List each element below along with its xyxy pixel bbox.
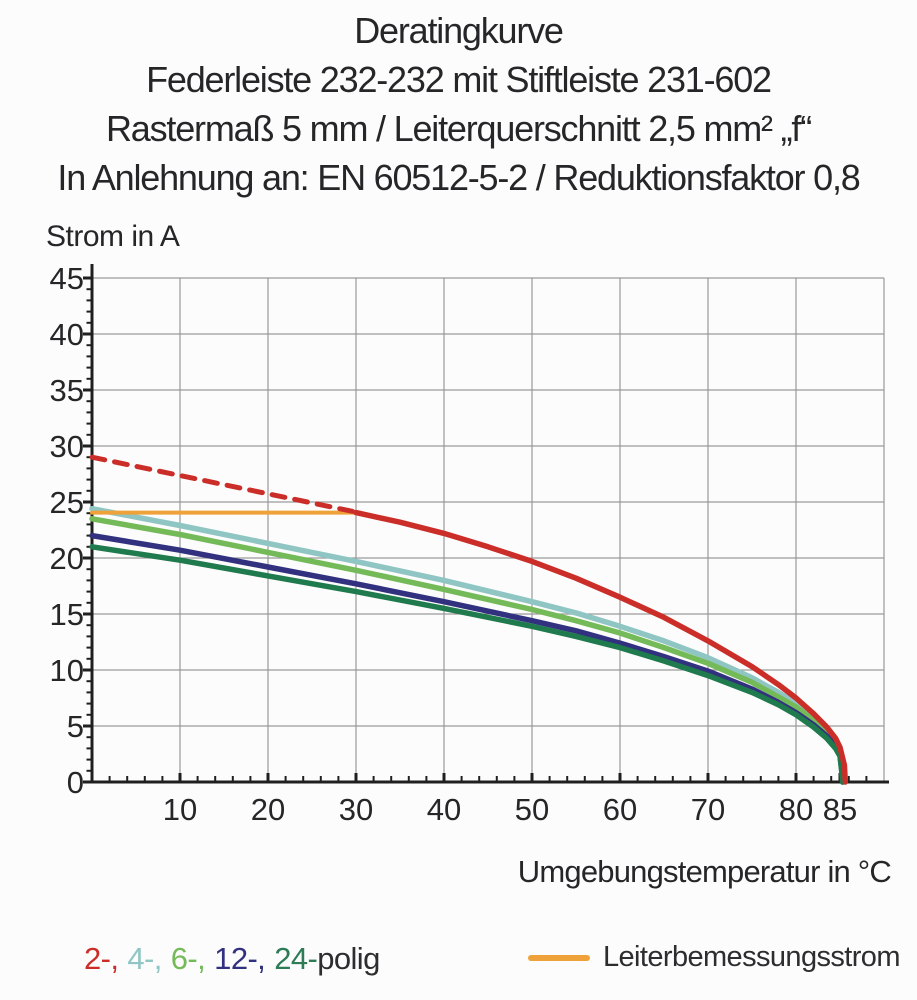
y-tick-label: 0 bbox=[66, 765, 84, 800]
series bbox=[92, 457, 845, 782]
x-tick-label: 60 bbox=[602, 792, 638, 827]
y-tick-label: 5 bbox=[66, 709, 84, 744]
chart-title-line2: Federleiste 232-232 mit Stiftleiste 231-602 bbox=[146, 59, 771, 100]
chart-title-line1: Deratingkurve bbox=[354, 10, 563, 51]
series-2-polig bbox=[356, 513, 845, 782]
rated-current-label: Leiterbemessungsstrom bbox=[603, 941, 900, 973]
legend-pole-item: 12-, bbox=[214, 941, 266, 976]
x-tick-label: 50 bbox=[514, 792, 550, 827]
y-tick-label: 30 bbox=[49, 429, 84, 464]
legend-pole-suffix: polig bbox=[317, 941, 380, 976]
x-tick-label: 70 bbox=[690, 792, 726, 827]
y-axis-title: Strom in A bbox=[46, 220, 180, 253]
x-tick-label: 20 bbox=[250, 792, 286, 827]
chart-title-line4: In Anlehnung an: EN 60512-5-2 / Reduktionsfaktor 0,8 bbox=[57, 157, 860, 198]
x-tick-label: 85 bbox=[822, 792, 858, 827]
y-tick-label: 35 bbox=[49, 373, 84, 408]
y-tick-label: 25 bbox=[49, 485, 84, 520]
legend-pole-item: 4-, bbox=[127, 941, 162, 976]
x-tick-label: 30 bbox=[338, 792, 374, 827]
x-axis-title: Umgebungstemperatur in °C bbox=[517, 854, 891, 889]
legend-pole-item: 2-, bbox=[84, 941, 119, 976]
series-2-polig-gestrichelt- bbox=[92, 457, 356, 512]
series-24-polig bbox=[92, 547, 843, 782]
legend-rated-current bbox=[528, 941, 900, 974]
series-4-polig bbox=[92, 509, 844, 782]
y-tick-label: 20 bbox=[49, 541, 84, 576]
y-tick-label: 10 bbox=[49, 653, 84, 688]
x-tick-label: 80 bbox=[778, 792, 814, 827]
x-tick-label: 40 bbox=[426, 792, 462, 827]
legend-pole-counts bbox=[84, 941, 380, 977]
y-tick-label: 15 bbox=[49, 597, 84, 632]
rated-current-swatch bbox=[528, 955, 590, 961]
y-tick-label: 40 bbox=[49, 317, 84, 352]
series-12-polig bbox=[92, 536, 843, 782]
x-tick-label: 10 bbox=[162, 792, 198, 827]
chart-title-line3: Rastermaß 5 mm / Leiterquerschnitt 2,5 mm² „f“ bbox=[106, 108, 811, 149]
axes bbox=[90, 264, 889, 784]
legend-pole-item: 6-, bbox=[170, 941, 206, 976]
tick-labels bbox=[50, 261, 858, 827]
y-tick-label: 45 bbox=[49, 261, 84, 296]
legend-pole-item: 24- bbox=[274, 941, 318, 976]
